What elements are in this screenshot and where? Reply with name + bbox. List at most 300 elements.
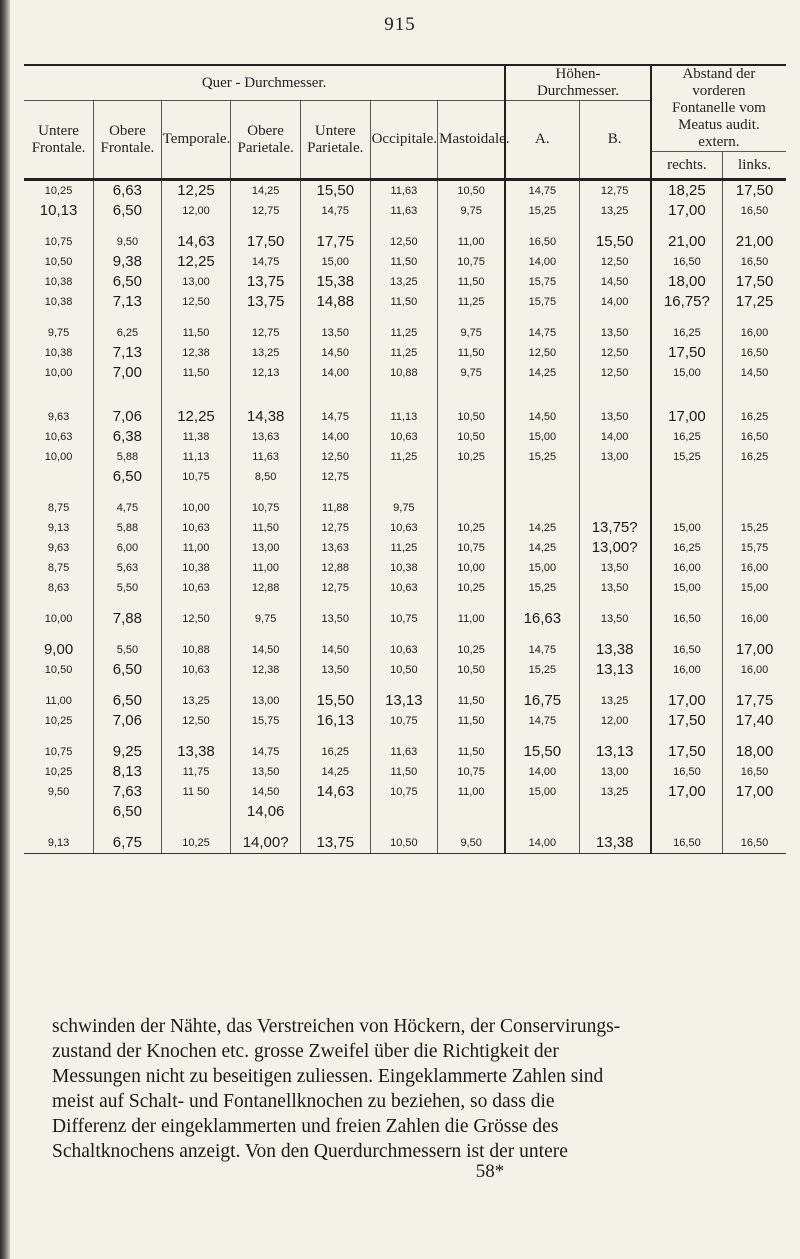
cell-mastoidale: 9,75 — [438, 201, 506, 221]
signature-mark: 58* — [475, 1161, 505, 1182]
cell-obere-parietale: 17,50 — [231, 232, 301, 252]
cell-mastoidale: 10,50 — [438, 660, 506, 680]
cell-occipitale: 10,63 — [370, 640, 438, 660]
cell-abstand-rechts: 17,00 — [651, 691, 723, 711]
cell-mastoidale: 11,00 — [438, 782, 506, 802]
paragraph-line: meist auf Schalt- und Fontanellknochen zu beziehen, so dass die — [52, 1091, 555, 1112]
cell-temporale: 11,50 — [161, 363, 231, 383]
cell-untere-parietale: 14,63 — [300, 782, 370, 802]
cell-mastoidale: 10,50 — [438, 180, 506, 202]
cell-hoehe-a: 14,75 — [505, 711, 579, 731]
col-header-mastoidale: Mastoidale. — [438, 101, 506, 180]
row-spacer — [24, 731, 786, 742]
table-row — [24, 660, 786, 680]
cell-abstand-links: 16,00 — [723, 558, 786, 578]
cell-temporale: 11 50 — [161, 782, 231, 802]
cell-mastoidale: 10,25 — [438, 640, 506, 660]
cell-temporale: 11,00 — [161, 538, 231, 558]
cell-obere-parietale: 12,38 — [231, 660, 301, 680]
table-row — [24, 609, 786, 629]
table-row — [24, 691, 786, 711]
table-row — [24, 447, 786, 467]
cell-obere-parietale: 12,88 — [231, 578, 301, 598]
measurement-table-container — [24, 64, 786, 854]
cell-untere-parietale: 14,50 — [300, 640, 370, 660]
cell-untere-frontale: 10,00 — [44, 451, 73, 463]
cell-hoehe-a: 14,00 — [505, 252, 579, 272]
cell-abstand-rechts: 16,50 — [651, 640, 723, 660]
cell-hoehe-a: 16,50 — [505, 232, 579, 252]
cell-mastoidale: 11,50 — [438, 272, 506, 292]
cell-hoehe-a: 15,00 — [505, 558, 579, 578]
cell-hoehe-a: 14,50 — [505, 407, 579, 427]
cell-untere-parietale: 15,38 — [300, 272, 370, 292]
cell-untere-frontale: 10,38 — [44, 347, 73, 359]
cell-hoehe-a: 14,75 — [505, 323, 579, 343]
cell-obere-parietale: 9,75 — [231, 609, 301, 629]
cell-temporale: 11,38 — [161, 427, 231, 447]
cell-obere-frontale: 5,88 — [94, 518, 162, 538]
cell-untere-frontale: 10,63 — [44, 431, 73, 443]
row-spacer — [24, 822, 786, 833]
cell-untere-frontale: 10,50 — [44, 256, 73, 268]
cell-abstand-rechts: 16,50 — [651, 609, 723, 629]
cell-obere-parietale: 11,50 — [231, 518, 301, 538]
cell-mastoidale — [438, 498, 506, 518]
cell-obere-frontale: 6,75 — [94, 833, 162, 854]
cell-abstand-rechts: 17,00 — [651, 201, 723, 221]
cell-abstand-rechts: 16,00 — [651, 558, 723, 578]
cell-obere-frontale: 5,50 — [94, 578, 162, 598]
cell-temporale: 12,50 — [161, 292, 231, 312]
cell-abstand-rechts: 15,25 — [651, 447, 723, 467]
cell-obere-parietale: 13,25 — [231, 343, 301, 363]
cell-untere-parietale: 16,25 — [300, 742, 370, 762]
cell-obere-frontale: 5,50 — [94, 640, 162, 660]
cell-obere-parietale: 13,63 — [231, 427, 301, 447]
cell-occipitale: 10,50 — [370, 833, 438, 854]
cell-untere-frontale: 10,25 — [44, 715, 73, 727]
cell-hoehe-b: 13,00 — [579, 762, 651, 782]
cell-untere-frontale: 9,63 — [47, 411, 70, 423]
cell-hoehe-a: 12,50 — [505, 343, 579, 363]
cell-occipitale: 10,75 — [370, 711, 438, 731]
page-number: 915 — [384, 14, 416, 35]
cell-abstand-links: 16,50 — [723, 427, 786, 447]
cell-hoehe-a: 14,00 — [505, 762, 579, 782]
table-row — [24, 518, 786, 538]
cell-abstand-links: 21,00 — [723, 232, 786, 252]
cell-obere-frontale: 6,50 — [94, 660, 162, 680]
group-header-quer: Quer - Durchmesser. — [24, 65, 505, 101]
cell-abstand-links — [723, 802, 786, 822]
cell-abstand-links: 17,00 — [723, 782, 786, 802]
paragraph-line: zustand der Knochen etc. grosse Zweifel über die Richtigkeit der — [52, 1041, 559, 1062]
cell-hoehe-b: 13,25 — [579, 201, 651, 221]
cell-obere-parietale: 10,75 — [231, 498, 301, 518]
cell-occipitale: 10,75 — [370, 782, 438, 802]
cell-occipitale: 13,25 — [370, 272, 438, 292]
cell-obere-parietale: 12,75 — [231, 201, 301, 221]
cell-abstand-links: 15,00 — [723, 578, 786, 598]
measurement-table — [24, 64, 786, 854]
cell-obere-parietale: 14,50 — [231, 640, 301, 660]
cell-obere-parietale: 8,50 — [231, 467, 301, 487]
cell-untere-frontale: 11,00 — [45, 695, 72, 707]
row-spacer — [24, 487, 786, 498]
cell-abstand-links: 16,50 — [723, 252, 786, 272]
cell-untere-frontale: 10,25 — [44, 185, 73, 197]
cell-occipitale: 9,75 — [370, 498, 438, 518]
cell-untere-frontale: 8,63 — [47, 582, 70, 594]
cell-mastoidale: 11,00 — [438, 609, 506, 629]
cell-hoehe-a — [505, 802, 579, 822]
cell-obere-frontale: 9,50 — [94, 232, 162, 252]
group-header-hoehen: Höhen-Durchmesser. — [505, 65, 651, 101]
cell-hoehe-b: 13,13 — [579, 660, 651, 680]
cell-temporale — [161, 802, 231, 822]
cell-untere-parietale: 12,75 — [300, 518, 370, 538]
cell-obere-frontale: 7,13 — [94, 292, 162, 312]
cell-occipitale: 11,25 — [370, 538, 438, 558]
cell-untere-frontale: 10,25 — [44, 766, 73, 778]
cell-untere-parietale: 14,75 — [300, 407, 370, 427]
cell-obere-parietale: 12,75 — [231, 323, 301, 343]
cell-abstand-rechts: 21,00 — [651, 232, 723, 252]
cell-hoehe-b: 14,00 — [579, 427, 651, 447]
cell-abstand-links: 17,00 — [723, 640, 786, 660]
cell-obere-frontale: 7,13 — [94, 343, 162, 363]
cell-obere-frontale: 9,25 — [94, 742, 162, 762]
cell-untere-parietale: 14,88 — [300, 292, 370, 312]
cell-temporale: 13,00 — [161, 272, 231, 292]
cell-untere-parietale: 13,50 — [300, 323, 370, 343]
cell-abstand-rechts: 15,00 — [651, 363, 723, 383]
row-spacer — [24, 680, 786, 691]
cell-abstand-rechts: 17,00 — [651, 407, 723, 427]
cell-abstand-links: 15,75 — [723, 538, 786, 558]
cell-temporale: 10,63 — [161, 518, 231, 538]
cell-obere-frontale: 7,00 — [94, 363, 162, 383]
cell-occipitale: 10,88 — [370, 363, 438, 383]
cell-occipitale: 11,25 — [370, 447, 438, 467]
table-row — [24, 578, 786, 598]
cell-abstand-rechts: 16,25 — [651, 538, 723, 558]
cell-untere-parietale: 14,50 — [300, 343, 370, 363]
cell-abstand-rechts: 15,00 — [651, 518, 723, 538]
cell-temporale: 10,88 — [161, 640, 231, 660]
cell-untere-frontale: 10,75 — [44, 236, 73, 248]
cell-abstand-links: 16,00 — [723, 660, 786, 680]
cell-hoehe-b: 13,50 — [579, 609, 651, 629]
row-spacer — [24, 383, 786, 407]
cell-hoehe-a: 14,00 — [505, 833, 579, 854]
col-header-temporale: Temporale. — [161, 101, 231, 180]
cell-hoehe-a: 14,25 — [505, 518, 579, 538]
cell-hoehe-b: 12,50 — [579, 343, 651, 363]
cell-temporale: 11,13 — [161, 447, 231, 467]
paragraph-line: Differenz der eingeklammerten und freien Zahlen die Grösse des — [52, 1116, 559, 1137]
cell-obere-frontale: 8,13 — [94, 762, 162, 782]
cell-hoehe-b: 13,50 — [579, 558, 651, 578]
cell-obere-parietale: 14,06 — [231, 802, 301, 822]
cell-abstand-links: 17,50 — [723, 180, 786, 202]
cell-abstand-links: 16,25 — [723, 407, 786, 427]
cell-untere-frontale: 8,75 — [47, 502, 70, 514]
table-row — [24, 833, 786, 854]
cell-obere-frontale: 6,25 — [94, 323, 162, 343]
cell-untere-frontale: 9,13 — [24, 833, 94, 854]
cell-obere-frontale: 6,50 — [94, 272, 162, 292]
cell-untere-parietale: 14,00 — [300, 427, 370, 447]
cell-hoehe-b: 13,50 — [579, 407, 651, 427]
cell-abstand-rechts: 17,50 — [651, 742, 723, 762]
cell-occipitale: 11,50 — [370, 252, 438, 272]
table-row — [24, 640, 786, 660]
cell-hoehe-b — [579, 498, 651, 518]
cell-obere-parietale: 15,75 — [231, 711, 301, 731]
cell-hoehe-b: 13,50 — [579, 323, 651, 343]
cell-untere-parietale — [300, 802, 370, 822]
cell-obere-frontale: 7,88 — [94, 609, 162, 629]
cell-obere-parietale: 11,63 — [231, 447, 301, 467]
cell-abstand-links: 16,25 — [723, 447, 786, 467]
cell-mastoidale: 11,50 — [438, 343, 506, 363]
cell-obere-parietale: 13,00 — [231, 538, 301, 558]
table-row — [24, 742, 786, 762]
cell-untere-parietale: 13,50 — [300, 660, 370, 680]
cell-hoehe-b: 13,25 — [579, 782, 651, 802]
cell-obere-parietale: 11,00 — [231, 558, 301, 578]
cell-hoehe-a: 14,25 — [505, 363, 579, 383]
cell-hoehe-b: 13,00 — [579, 447, 651, 467]
row-spacer — [24, 312, 786, 323]
cell-untere-parietale: 14,25 — [300, 762, 370, 782]
cell-temporale: 12,25 — [161, 407, 231, 427]
table-row — [24, 343, 786, 363]
cell-untere-frontale: 10,38 — [44, 296, 73, 308]
cell-hoehe-b: 12,50 — [579, 252, 651, 272]
cell-obere-parietale: 14,38 — [231, 407, 301, 427]
cell-hoehe-a: 15,75 — [505, 292, 579, 312]
cell-temporale: 10,25 — [161, 833, 231, 854]
cell-abstand-rechts — [651, 498, 723, 518]
cell-untere-frontale: 10,00 — [44, 367, 73, 379]
cell-untere-parietale: 13,50 — [300, 609, 370, 629]
cell-untere-parietale: 12,75 — [300, 578, 370, 598]
table-row — [24, 180, 786, 202]
cell-occipitale: 11,50 — [370, 762, 438, 782]
cell-occipitale: 10,38 — [370, 558, 438, 578]
row-spacer — [24, 598, 786, 609]
cell-obere-frontale: 6,00 — [94, 538, 162, 558]
col-header-obere-parietale: Obere Parietale. — [231, 101, 301, 180]
cell-abstand-links: 16,00 — [723, 323, 786, 343]
cell-temporale: 10,38 — [161, 558, 231, 578]
cell-occipitale: 11,63 — [370, 201, 438, 221]
table-row — [24, 407, 786, 427]
cell-mastoidale: 10,25 — [438, 447, 506, 467]
col-header-untere-frontale: Untere Frontale. — [24, 101, 94, 180]
cell-hoehe-b: 13,00? — [579, 538, 651, 558]
cell-temporale: 10,00 — [161, 498, 231, 518]
cell-temporale: 10,75 — [161, 467, 231, 487]
col-header-obere-frontale: Obere Frontale. — [94, 101, 162, 180]
table-row — [24, 323, 786, 343]
cell-temporale: 12,38 — [161, 343, 231, 363]
cell-temporale: 12,50 — [161, 711, 231, 731]
cell-hoehe-b: 14,00 — [579, 292, 651, 312]
cell-abstand-rechts — [651, 802, 723, 822]
cell-temporale: 12,25 — [161, 180, 231, 202]
cell-obere-parietale: 13,75 — [231, 292, 301, 312]
table-row — [24, 711, 786, 731]
table-row — [24, 467, 786, 487]
col-header-rechts: rechts. — [651, 152, 723, 180]
cell-untere-parietale: 15,00 — [300, 252, 370, 272]
col-header-hoehe-a: A. — [505, 101, 579, 180]
cell-untere-parietale: 12,75 — [300, 467, 370, 487]
table-row — [24, 427, 786, 447]
cell-hoehe-a: 15,50 — [505, 742, 579, 762]
paragraph-line: schwinden der Nähte, das Verstreichen von Höckern, der Conservirungs- — [52, 1016, 621, 1037]
cell-abstand-links — [723, 498, 786, 518]
col-header-untere-parietale: Untere Parietale. — [300, 101, 370, 180]
col-header-links: links. — [723, 152, 786, 180]
cell-occipitale: 12,50 — [370, 232, 438, 252]
cell-hoehe-b: 13,25 — [579, 691, 651, 711]
cell-occipitale: 11,50 — [370, 292, 438, 312]
cell-temporale: 11,50 — [161, 323, 231, 343]
cell-obere-frontale: 6,50 — [94, 802, 162, 822]
cell-abstand-links: 16,50 — [723, 833, 786, 854]
cell-mastoidale: 10,75 — [438, 252, 506, 272]
cell-obere-parietale: 13,50 — [231, 762, 301, 782]
cell-abstand-rechts — [651, 467, 723, 487]
col-header-hoehe-b: B. — [579, 101, 651, 180]
cell-untere-parietale: 15,50 — [300, 180, 370, 202]
cell-mastoidale: 9,75 — [438, 323, 506, 343]
cell-obere-frontale: 6,50 — [94, 467, 162, 487]
cell-hoehe-b: 13,38 — [579, 833, 651, 854]
cell-hoehe-b: 15,50 — [579, 232, 651, 252]
cell-untere-frontale: 8,75 — [47, 562, 70, 574]
cell-mastoidale: 10,75 — [438, 762, 506, 782]
cell-hoehe-a: 14,75 — [505, 180, 579, 202]
cell-mastoidale: 11,50 — [438, 691, 506, 711]
cell-abstand-rechts: 16,00 — [651, 660, 723, 680]
cell-abstand-links: 16,50 — [723, 343, 786, 363]
cell-temporale: 10,63 — [161, 660, 231, 680]
table-row — [24, 292, 786, 312]
cell-obere-parietale: 14,75 — [231, 742, 301, 762]
cell-occipitale: 10,50 — [370, 660, 438, 680]
cell-untere-frontale — [24, 802, 94, 822]
cell-abstand-links: 18,00 — [723, 742, 786, 762]
cell-obere-frontale: 6,50 — [94, 201, 162, 221]
table-row — [24, 498, 786, 518]
cell-obere-frontale: 9,38 — [94, 252, 162, 272]
cell-obere-frontale: 7,63 — [94, 782, 162, 802]
cell-obere-parietale: 14,75 — [231, 252, 301, 272]
cell-hoehe-a: 15,00 — [505, 782, 579, 802]
cell-untere-frontale: 9,50 — [47, 786, 70, 798]
cell-hoehe-a: 14,75 — [505, 640, 579, 660]
cell-mastoidale: 11,25 — [438, 292, 506, 312]
cell-hoehe-a: 15,25 — [505, 660, 579, 680]
paragraph-line: Schaltknochens anzeigt. Von den Querdurchmessern ist der untere — [52, 1141, 568, 1162]
cell-abstand-rechts: 16,50 — [651, 252, 723, 272]
cell-obere-frontale: 6,63 — [94, 180, 162, 202]
table-row — [24, 232, 786, 252]
cell-occipitale: 11,63 — [370, 742, 438, 762]
cell-abstand-rechts: 15,00 — [651, 578, 723, 598]
cell-hoehe-a: 15,75 — [505, 272, 579, 292]
cell-obere-parietale: 12,13 — [231, 363, 301, 383]
cell-obere-frontale: 7,06 — [94, 711, 162, 731]
cell-mastoidale: 10,75 — [438, 538, 506, 558]
cell-temporale: 14,63 — [161, 232, 231, 252]
cell-occipitale — [370, 802, 438, 822]
measurement-table-body — [24, 180, 786, 854]
cell-occipitale: 10,75 — [370, 609, 438, 629]
cell-mastoidale: 10,50 — [438, 427, 506, 447]
cell-hoehe-a: 16,63 — [505, 609, 579, 629]
cell-occipitale: 10,63 — [370, 578, 438, 598]
cell-hoehe-b — [579, 467, 651, 487]
cell-temporale: 12,00 — [161, 201, 231, 221]
cell-occipitale: 11,25 — [370, 343, 438, 363]
cell-abstand-rechts: 16,25 — [651, 323, 723, 343]
cell-mastoidale: 9,50 — [438, 833, 506, 854]
cell-untere-parietale: 13,63 — [300, 538, 370, 558]
cell-obere-frontale: 7,06 — [94, 407, 162, 427]
cell-mastoidale: 10,00 — [438, 558, 506, 578]
cell-untere-frontale: 9,75 — [47, 327, 70, 339]
cell-untere-frontale: 10,13 — [39, 202, 78, 219]
cell-obere-frontale: 4,75 — [94, 498, 162, 518]
cell-abstand-links: 15,25 — [723, 518, 786, 538]
cell-obere-frontale: 5,63 — [94, 558, 162, 578]
row-spacer — [24, 629, 786, 640]
cell-untere-frontale: 10,00 — [44, 613, 73, 625]
cell-hoehe-b — [579, 802, 651, 822]
cell-abstand-links: 16,50 — [723, 762, 786, 782]
cell-untere-frontale: 9,63 — [47, 542, 70, 554]
cell-untere-frontale: 10,50 — [44, 664, 73, 676]
cell-hoehe-b: 12,50 — [579, 363, 651, 383]
table-row — [24, 762, 786, 782]
cell-temporale: 11,75 — [161, 762, 231, 782]
table-row — [24, 802, 786, 822]
cell-hoehe-a: 15,25 — [505, 578, 579, 598]
table-row — [24, 201, 786, 221]
cell-abstand-rechts: 17,00 — [651, 782, 723, 802]
cell-untere-parietale: 15,50 — [300, 691, 370, 711]
cell-hoehe-a — [505, 498, 579, 518]
cell-occipitale: 11,25 — [370, 323, 438, 343]
cell-mastoidale: 9,75 — [438, 363, 506, 383]
cell-abstand-rechts: 17,50 — [651, 343, 723, 363]
cell-hoehe-a: 15,00 — [505, 427, 579, 447]
cell-occipitale: 11,63 — [370, 180, 438, 202]
cell-mastoidale — [438, 467, 506, 487]
table-row — [24, 272, 786, 292]
group-header-abstand: Abstand der vorderen Fontanelle vom Meatus audit. extern. — [651, 65, 786, 152]
cell-hoehe-a: 14,25 — [505, 538, 579, 558]
table-row — [24, 782, 786, 802]
cell-mastoidale: 11,50 — [438, 711, 506, 731]
